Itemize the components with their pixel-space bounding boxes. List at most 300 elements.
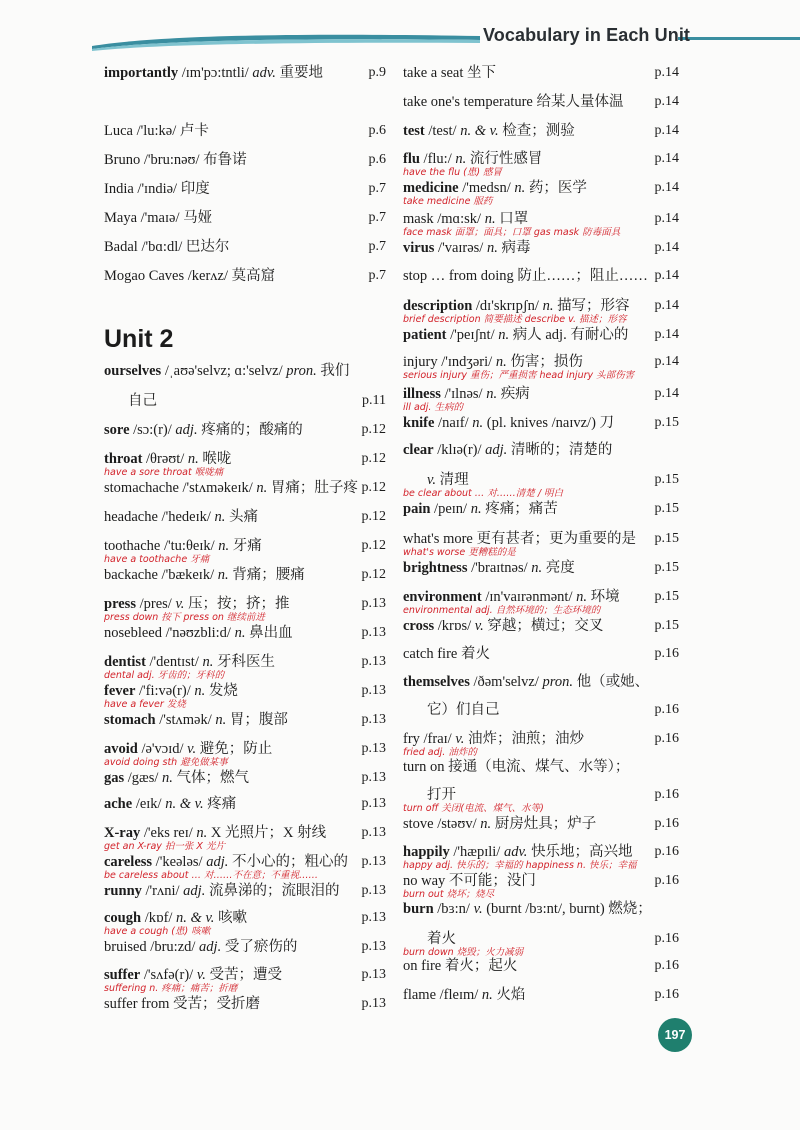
headword: illness (403, 386, 441, 402)
page-reference: p.12 (361, 480, 386, 495)
pronunciation: take a seat 坐下 (403, 65, 497, 81)
meaning: 伤害；损伤 (506, 354, 583, 370)
pronunciation: fry /fraɪ/ (403, 731, 456, 747)
pronunciation: /'sʌfə(r)/ (140, 967, 197, 983)
pronunciation: 自己 (128, 393, 157, 409)
pronunciation: /klɪə(r)/ (433, 442, 486, 458)
part-of-speech: n. (495, 354, 507, 370)
page-header (0, 0, 800, 60)
page-reference: p.13 (361, 796, 386, 811)
headword: cross (403, 618, 435, 634)
headword: clear (403, 442, 434, 458)
vocab-entry (403, 588, 679, 618)
page-reference: p.13 (361, 770, 386, 785)
part-of-speech: adj. (485, 442, 508, 458)
meaning: 重要地 (275, 65, 324, 81)
vocab-entry (104, 711, 386, 741)
vocab-entry (403, 645, 679, 675)
meaning: (burnt /bɜ:nt/, burnt) 燃烧； (482, 901, 652, 917)
vocab-entry (104, 740, 386, 770)
vocab-entry (403, 353, 679, 383)
headword: careless (104, 854, 153, 870)
headword: sore (104, 422, 130, 438)
page-reference: p.15 (654, 472, 679, 487)
headword: happily (403, 844, 450, 860)
handwritten-note: press down 按下 press on 继续前进 (104, 612, 265, 623)
pronunciation: Bruno /'bru:nəʊ/ 布鲁诺 (104, 152, 247, 168)
part-of-speech: adj. (199, 939, 222, 955)
vocab-entry (403, 559, 679, 589)
entry-text (104, 740, 272, 758)
entry-text (403, 730, 584, 748)
meaning: 受了瘀伤的 (221, 939, 298, 955)
vocab-entry (403, 701, 679, 731)
pronunciation: /'peɪʃnt/ (446, 327, 499, 343)
entry-text (104, 421, 303, 439)
part-of-speech: n. (455, 151, 467, 167)
page-reference: p.15 (654, 589, 679, 604)
page-reference: p.13 (361, 910, 386, 925)
page-reference: p.14 (654, 123, 679, 138)
entry-text (104, 995, 260, 1013)
pronunciation: /'rʌni/ (141, 883, 184, 899)
meaning: 清理 (436, 472, 469, 488)
meaning: 疾病 (497, 386, 530, 402)
entry-text (104, 450, 231, 468)
vocab-entry (403, 471, 679, 501)
pronunciation: 打开 (427, 787, 456, 803)
vocab-entry (104, 537, 386, 567)
vocab-entry (104, 267, 386, 297)
entry-text (403, 122, 575, 140)
page-reference: p.12 (361, 451, 386, 466)
pronunciation: /peɪn/ (430, 501, 471, 517)
meaning: 避免；防止 (196, 741, 273, 757)
meaning: 环境 (586, 589, 620, 605)
page-reference: p.14 (654, 211, 679, 226)
vocab-entry (403, 900, 679, 930)
meaning: (pl. knives /naɪvz/) 刀 (483, 415, 615, 431)
vocab-entry (104, 938, 386, 968)
page-number-badge: 197 (658, 1018, 692, 1052)
pronunciation: /'stʌmək/ (155, 712, 216, 728)
meaning: 发烧 (205, 683, 238, 699)
part-of-speech: adj. (206, 854, 229, 870)
entry-text (403, 500, 558, 518)
handwritten-note: brief description 简要描述 describe v. 描述；形容 (403, 314, 627, 325)
pronunciation: /ɪm'pɔ:tntli/ (178, 65, 253, 81)
entry-text (104, 653, 275, 671)
entry-text (104, 122, 209, 140)
handwritten-note: what's worse 更糟糕的是 (403, 547, 516, 558)
part-of-speech: n. (480, 816, 492, 832)
part-of-speech: v. (427, 472, 436, 488)
vocab-entry (104, 995, 386, 1025)
page-reference: p.14 (654, 327, 679, 342)
pronunciation: /dɪ'skrɪpʃn/ (472, 298, 543, 314)
headword: description (403, 298, 473, 314)
pronunciation: stove /stəʊv/ (403, 816, 481, 832)
pronunciation: /'braɪtnəs/ (467, 560, 532, 576)
vocab-entry (403, 267, 679, 297)
page-reference: p.14 (654, 354, 679, 369)
page-reference: p.13 (361, 741, 386, 756)
meaning: 胃痛；肚子疼 (267, 480, 358, 496)
vocab-entry (403, 730, 679, 760)
part-of-speech: n. (542, 298, 554, 314)
entry-text (104, 238, 229, 256)
meaning: 压；按；挤；推 (184, 596, 290, 612)
vocab-entry (104, 238, 386, 268)
meaning: 油炸；油煎；油炒 (464, 731, 584, 747)
meaning: 牙科医生 (213, 654, 275, 670)
meaning: 药；医学 (525, 180, 587, 196)
handwritten-note: environmental adj. 自然环境的；生态环境的 (403, 605, 601, 616)
entry-text (104, 508, 258, 526)
entry-text (403, 267, 648, 285)
vocab-entry (104, 795, 386, 825)
entry-text (427, 930, 456, 948)
page-reference: p.14 (654, 268, 679, 283)
entry-text (104, 938, 297, 956)
entry-text (427, 786, 456, 804)
pronunciation: /'medsn/ (458, 180, 515, 196)
meaning: 受苦；遭受 (205, 967, 282, 983)
meaning: 疼痛的；酸痛的 (197, 422, 303, 438)
page-reference: p.12 (361, 422, 386, 437)
meaning: 气体；燃气 (172, 770, 250, 786)
part-of-speech: v. (196, 967, 206, 983)
headword: suffer (104, 967, 141, 983)
entry-text (104, 909, 247, 927)
pronunciation: /'eks reɪ/ (140, 825, 197, 841)
meaning: 流行性感冒 (466, 151, 543, 167)
part-of-speech: n. (202, 654, 214, 670)
entry-text (403, 179, 587, 197)
vocab-entry (403, 414, 679, 444)
entry-text (403, 150, 542, 168)
headword: fever (104, 683, 136, 699)
vocab-entry (403, 441, 679, 471)
pronunciation: injury /'ɪndʒəri/ (403, 354, 496, 370)
pronunciation: 着火 (427, 931, 456, 947)
page-reference: p.14 (654, 240, 679, 255)
part-of-speech: adj. (183, 883, 206, 899)
meaning: 头痛 (225, 509, 258, 525)
handwritten-note: burn down 烧毁；火力减弱 (403, 947, 524, 958)
page-reference: p.15 (654, 618, 679, 633)
entry-text (403, 326, 628, 344)
vocab-entry (104, 966, 386, 996)
meaning: 喉咙 (198, 451, 232, 467)
page-reference: p.15 (654, 415, 679, 430)
page-reference: p.13 (361, 939, 386, 954)
entry-text (104, 151, 247, 169)
page-reference: p.14 (654, 65, 679, 80)
meaning: 口罩 (495, 211, 529, 227)
vocab-entry (104, 682, 386, 712)
page-reference: p.16 (654, 844, 679, 859)
meaning: 鼻出血 (245, 625, 293, 641)
pronunciation: headache /'hedeɪk/ (104, 509, 215, 525)
vocab-entry (104, 362, 386, 392)
vocab-entry (403, 530, 679, 560)
entry-text (104, 537, 262, 555)
page-reference: p.13 (361, 712, 386, 727)
pronunciation: toothache /'tu:θeɪk/ (104, 538, 219, 554)
vocab-entry (104, 882, 386, 912)
page-reference: p.16 (654, 731, 679, 746)
part-of-speech: n. (215, 712, 227, 728)
vocab-entry (104, 64, 386, 94)
pronunciation: /ɪn'vaɪrənmənt/ (481, 589, 577, 605)
entry-text (403, 957, 517, 975)
page-reference: p.16 (654, 873, 679, 888)
part-of-speech: n. (486, 386, 498, 402)
headword: X-ray (104, 825, 141, 841)
meaning: 我们 (316, 363, 350, 379)
part-of-speech: n. (481, 987, 493, 1003)
pronunciation: /θrəʊt/ (142, 451, 188, 467)
part-of-speech: v. (455, 731, 465, 747)
entry-text (403, 673, 649, 691)
handwritten-note: get an X-ray 拍一张 X 光片 (104, 841, 225, 852)
vocab-entry (104, 421, 386, 451)
pronunciation: India /'ɪndiə/ 印度 (104, 181, 210, 197)
part-of-speech: n. (472, 415, 484, 431)
part-of-speech: pron. (286, 363, 317, 379)
page-reference: p.12 (361, 509, 386, 524)
pronunciation: /bɜ:n/ (433, 901, 474, 917)
part-of-speech: n. (470, 501, 482, 517)
part-of-speech: n. (187, 451, 199, 467)
entry-text (403, 210, 528, 228)
part-of-speech: n. (194, 683, 206, 699)
pronunciation: /naɪf/ (434, 415, 473, 431)
vocab-entry (403, 786, 679, 816)
pronunciation: /ðəm'selvz/ (469, 674, 543, 690)
page-reference: p.13 (361, 825, 386, 840)
vocab-entry (403, 239, 679, 269)
handwritten-note: fried adj. 油炸的 (403, 747, 477, 758)
pronunciation: /'dentɪst/ (145, 654, 203, 670)
page-reference: p.14 (654, 298, 679, 313)
entry-text (104, 853, 348, 871)
pronunciation: /'keələs/ (152, 854, 207, 870)
vocab-entry (104, 151, 386, 181)
vocab-entry (104, 479, 386, 509)
entry-text (104, 595, 290, 613)
entry-text (403, 239, 530, 257)
page-reference: p.14 (654, 386, 679, 401)
entry-text (403, 441, 612, 459)
vocab-entry (104, 508, 386, 538)
handwritten-note: have a sore throat 喉咙痛 (104, 467, 224, 478)
pronunciation: /flu:/ (419, 151, 456, 167)
entry-text (104, 769, 249, 787)
vocab-entry (104, 909, 386, 939)
handwritten-note: ill adj. 生病的 (403, 402, 463, 413)
handwritten-note: be careless about … 对……不在意；不重视…… (104, 870, 319, 881)
page-reference: p.16 (654, 958, 679, 973)
vocab-entry (104, 392, 386, 422)
entry-text (403, 872, 536, 890)
pronunciation: backache /'bækeɪk/ (104, 567, 218, 583)
page-reference: p.16 (654, 702, 679, 717)
page-reference: p.16 (654, 646, 679, 661)
entry-text (403, 530, 636, 548)
headword: cough (104, 910, 142, 926)
meaning: X 光照片；X 射线 (207, 825, 327, 841)
page-reference: p.12 (361, 538, 386, 553)
handwritten-note: turn off 关闭(电流、煤气、水等) (403, 803, 544, 814)
headword: flu (403, 151, 420, 167)
page-reference: p.7 (368, 268, 386, 283)
pronunciation: /'fi:və(r)/ (135, 683, 195, 699)
part-of-speech: n. (218, 538, 230, 554)
vocab-entry (104, 450, 386, 480)
part-of-speech: n. (214, 509, 226, 525)
meaning: 快乐地；高兴地 (527, 844, 633, 860)
vocab-entry (403, 500, 679, 530)
part-of-speech: n. (576, 589, 587, 605)
handwritten-note: have the flu (患) 感冒 (403, 167, 503, 178)
entry-text (403, 843, 633, 861)
vocab-entry (403, 843, 679, 873)
pronunciation: 它）们自己 (427, 702, 500, 718)
meaning: 不小心的；粗心的 (228, 854, 348, 870)
page-reference: p.13 (361, 596, 386, 611)
entry-text (104, 362, 349, 380)
vocab-entry (104, 624, 386, 654)
page-reference: p.13 (361, 883, 386, 898)
pronunciation: /ə'vɔɪd/ (137, 741, 188, 757)
page-reference: p.14 (654, 180, 679, 195)
pronunciation: stomachache /'stʌməkeɪk/ (104, 480, 257, 496)
entry-text (403, 815, 596, 833)
entry-text (403, 758, 629, 776)
page-reference: p.13 (361, 996, 386, 1011)
entry-text (403, 617, 603, 635)
page-reference: p.13 (361, 654, 386, 669)
vocab-entry (104, 122, 386, 152)
pronunciation: stop … from doing 防止……；阻止…… (403, 268, 648, 284)
pronunciation: /kɒf/ (141, 910, 177, 926)
page-reference: p.15 (654, 560, 679, 575)
entry-text (403, 385, 530, 403)
part-of-speech: adv. (503, 844, 528, 860)
page-reference: p.16 (654, 787, 679, 802)
handwritten-note: avoid doing sth 避免做某事 (104, 757, 228, 768)
headword: gas (104, 770, 125, 786)
pronunciation: Luca /'lu:kə/ 卢卡 (104, 123, 209, 139)
pronunciation: /'hæpɪli/ (449, 844, 504, 860)
meaning: 背痛；腰痛 (228, 567, 305, 583)
page-reference: p.6 (368, 123, 386, 138)
entry-text (403, 900, 652, 918)
headword: ourselves (104, 363, 162, 379)
part-of-speech: n. & v. (460, 123, 499, 139)
vocab-entry (403, 758, 679, 788)
meaning: 亮度 (542, 560, 575, 576)
entry-text (104, 824, 326, 842)
meaning: 病毒 (497, 240, 531, 256)
pronunciation: what's more 更有甚者；更为重要的是 (403, 531, 636, 547)
part-of-speech: n. (196, 825, 208, 841)
meaning: 清晰的；清楚的 (507, 442, 613, 458)
vocab-entry (104, 595, 386, 625)
part-of-speech: n. & v. (165, 796, 204, 812)
page-reference: p.9 (368, 65, 386, 80)
headword: burn (403, 901, 434, 917)
pronunciation: /pres/ (135, 596, 176, 612)
handwritten-note: serious injury 重伤；严重损害 head injury 头部伤害 (403, 370, 635, 381)
part-of-speech: n. (531, 560, 543, 576)
pronunciation: Mogao Caves /kerʌz/ 莫高窟 (104, 268, 276, 284)
entry-text (104, 795, 236, 813)
meaning: 穿越；横过；交叉 (483, 618, 604, 634)
vocab-entry (403, 872, 679, 902)
page-reference: p.11 (362, 393, 386, 408)
pronunciation: /'ɪlnəs/ (440, 386, 487, 402)
handwritten-note: burn out 烧坏；烧尽 (403, 889, 495, 900)
vocab-entry (403, 326, 679, 356)
part-of-speech: n. (234, 625, 246, 641)
page-reference: p.15 (654, 501, 679, 516)
vocab-entry (403, 385, 679, 415)
vocab-entry (104, 824, 386, 854)
handwritten-note: be clear about … 对……清楚 / 明白 (403, 488, 564, 499)
part-of-speech: n. (486, 240, 498, 256)
headword: virus (403, 240, 435, 256)
entry-text (403, 414, 614, 432)
page-reference: p.6 (368, 152, 386, 167)
vocab-entry (403, 93, 679, 123)
page-reference: p.12 (361, 567, 386, 582)
entry-text (403, 559, 575, 577)
entry-text (104, 209, 212, 227)
handwritten-note: have a toothache 牙痛 (104, 554, 210, 565)
pronunciation: turn on 接通（电流、煤气、水等）； (403, 759, 630, 775)
headword: test (403, 123, 425, 139)
meaning: 流鼻涕的；流眼泪的 (205, 883, 340, 899)
headword: stomach (104, 712, 156, 728)
meaning: 胃；腹部 (226, 712, 288, 728)
meaning: 火焰 (492, 987, 526, 1003)
handwritten-note: face mask 面罩；面具；口罩 gas mask 防毒面具 (403, 227, 621, 238)
unit-heading: Unit 2 (104, 325, 174, 353)
handwritten-note: have a cough (患) 咳嗽 (104, 926, 211, 937)
entry-text (403, 297, 630, 315)
entry-text (403, 64, 496, 82)
part-of-speech: pron. (542, 674, 574, 690)
page-reference: p.16 (654, 931, 679, 946)
entry-text (104, 682, 238, 700)
page-reference: p.14 (654, 151, 679, 166)
vocab-entry (403, 957, 679, 987)
meaning: 牙痛 (229, 538, 262, 554)
entry-text (403, 588, 620, 606)
entry-text (128, 392, 157, 410)
entry-text (104, 267, 275, 285)
pronunciation: /ˌaʊə'selvz; ɑ:'selvz/ (161, 363, 287, 379)
pronunciation: /krɒs/ (434, 618, 475, 634)
vocab-entry (403, 617, 679, 647)
pronunciation: no way 不可能；没门 (403, 873, 536, 889)
pronunciation: flame /fleɪm/ (403, 987, 482, 1003)
part-of-speech: n. & v. (176, 910, 215, 926)
entry-text (104, 479, 358, 497)
